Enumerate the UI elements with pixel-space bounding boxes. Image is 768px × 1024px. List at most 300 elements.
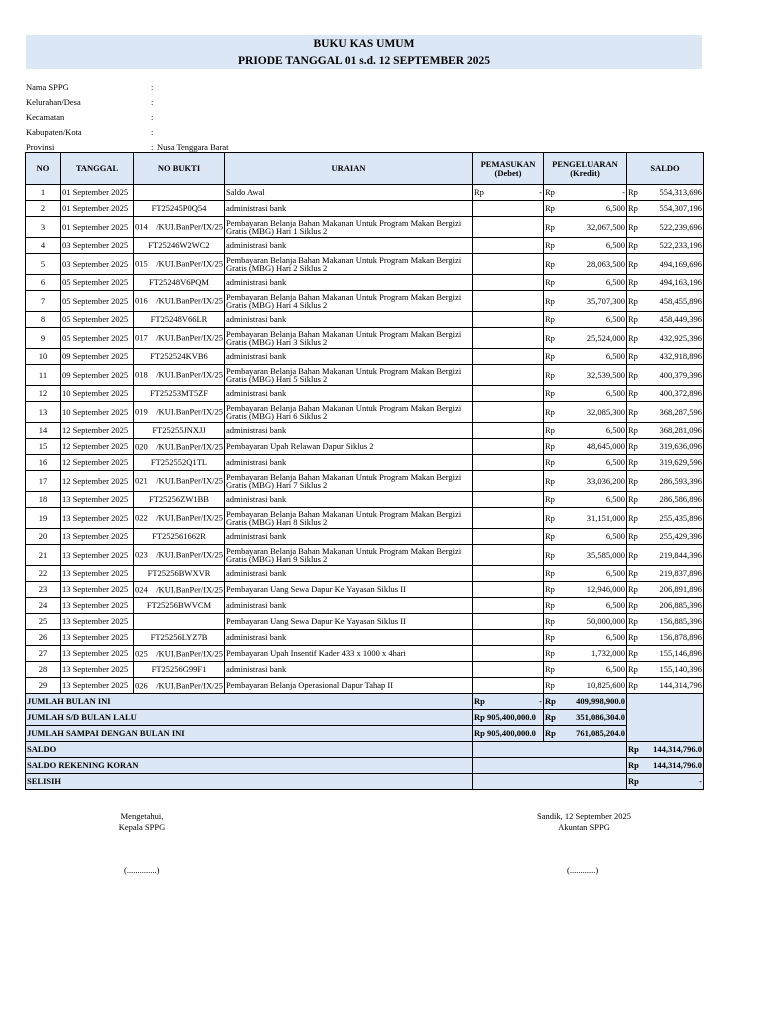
currency-label: Rp [627, 291, 641, 312]
cell-uraian: administrasi bank [225, 201, 473, 217]
currency-label: Rp [544, 566, 561, 582]
cell-saldo: 219,837,896 [641, 566, 704, 582]
bukti-number: 022 [135, 512, 148, 523]
ledger-body [26, 185, 704, 694]
currency-label: Rp [627, 678, 641, 694]
cell-no-bukti [134, 646, 225, 662]
cell-no: 17 [26, 471, 61, 492]
cell-no-bukti [134, 185, 225, 201]
cell-no-bukti: FT252561662R [134, 529, 225, 545]
info-row [26, 80, 326, 95]
header-pengeluaran-sub: (Kredit) [570, 167, 600, 178]
cell-no: 2 [26, 201, 61, 217]
info-colon: : [151, 82, 154, 92]
header-pengeluaran-label: PENGELUARAN [552, 158, 618, 169]
cell-kredit: 6,500 [561, 455, 627, 471]
bukti-code: /KUI.BanPer/IX/25 [156, 258, 223, 269]
currency-label: Rp [544, 646, 561, 662]
currency-label: Rp [544, 423, 561, 439]
cell-tanggal: 13 September 2025 [61, 508, 134, 529]
currency-label: Rp [544, 365, 561, 386]
cell-no-bukti [134, 254, 225, 275]
cell-saldo: 522,239,696 [641, 217, 704, 238]
cell-saldo: 554,313,696 [641, 185, 704, 201]
table-row [26, 678, 704, 694]
summary-saldo-rekening-value: 144,314,796.0 [641, 758, 704, 774]
table-row [26, 328, 704, 349]
header-pemasukan-label: PEMASUKAN [480, 158, 536, 169]
table-row [26, 402, 704, 423]
cell-debet [487, 662, 544, 678]
currency-label: Rp [544, 710, 561, 726]
cell-debet [487, 328, 544, 349]
cell-no-bukti: FT25253MT5ZF [134, 386, 225, 402]
cell-no: 13 [26, 402, 61, 423]
cell-uraian: administrasi bank [225, 566, 473, 582]
info-label: Kecamatan [26, 112, 65, 122]
summary-label: SALDO [26, 742, 473, 758]
cell-debet [487, 582, 544, 598]
title-band [26, 35, 702, 69]
cell-kredit: 35,707,300 [561, 291, 627, 312]
summary-kredit: 761,085,204.0 [561, 726, 627, 742]
table-row [26, 386, 704, 402]
cell-debet [487, 238, 544, 254]
cell-uraian: administrasi bank [225, 529, 473, 545]
cell-debet [487, 646, 544, 662]
currency-label [473, 678, 487, 694]
cell-saldo: 206,885,396 [641, 598, 704, 614]
currency-label: Rp [627, 402, 641, 423]
header-saldo: SALDO [627, 153, 704, 185]
info-row [26, 95, 326, 110]
cell-uraian: administrasi bank [225, 662, 473, 678]
currency-label [473, 614, 487, 630]
cell-kredit: 6,500 [561, 238, 627, 254]
table-row [26, 238, 704, 254]
currency-label [473, 545, 487, 566]
cell-saldo: 400,372,896 [641, 386, 704, 402]
cell-saldo: 206,891,896 [641, 582, 704, 598]
cell-no: 15 [26, 439, 61, 455]
cell-kredit: 6,500 [561, 312, 627, 328]
currency-label: Rp [627, 328, 641, 349]
header-tanggal: TANGGAL [61, 153, 134, 185]
cell-debet [487, 455, 544, 471]
cell-saldo: 494,169,696 [641, 254, 704, 275]
currency-label: Rp [627, 423, 641, 439]
summary-saldo-rekening [26, 758, 704, 774]
currency-label: Rp [627, 238, 641, 254]
cell-no: 20 [26, 529, 61, 545]
cell-no-bukti: FT252524KVB6 [134, 349, 225, 365]
table-row [26, 545, 704, 566]
table-row [26, 508, 704, 529]
cell-tanggal: 12 September 2025 [61, 423, 134, 439]
summary-label: JUMLAH SAMPAI DENGAN BULAN INI [26, 726, 473, 742]
cell-no: 27 [26, 646, 61, 662]
table-row [26, 217, 704, 238]
currency-label: Rp [627, 566, 641, 582]
currency-label: Rp [627, 254, 641, 275]
cell-tanggal: 13 September 2025 [61, 630, 134, 646]
table-row [26, 582, 704, 598]
currency-label [473, 582, 487, 598]
currency-label: Rp [544, 328, 561, 349]
cell-no: 21 [26, 545, 61, 566]
cell-debet [487, 630, 544, 646]
cell-kredit: 6,500 [561, 630, 627, 646]
cell-uraian: administrasi bank [225, 455, 473, 471]
currency-label: Rp [627, 545, 641, 566]
cell-tanggal: 12 September 2025 [61, 471, 134, 492]
cell-no-bukti: FT25255JNXJJ [134, 423, 225, 439]
currency-label: Rp [544, 254, 561, 275]
signature-right-line2: Akuntan SPPG [558, 822, 610, 832]
bukti-code: /KUI.BanPer/IX/25 [156, 680, 223, 690]
currency-label: Rp [627, 312, 641, 328]
cell-uraian: Pembayaran Upah Insentif Kader 433 x 1000 x 4hari [225, 646, 473, 662]
cell-uraian: Pembayaran Belanja Bahan Makanan Untuk Program Makan Bergizi Gratis (MBG) Hari 7 Siklus 2 [225, 471, 473, 492]
cell-no-bukti: FT25256G99F1 [134, 662, 225, 678]
cell-saldo: 400,379,396 [641, 365, 704, 386]
cell-saldo: 144,314,796 [641, 678, 704, 694]
currency-label: Rp [544, 662, 561, 678]
summary-kredit: 351,086,304.0 [561, 710, 627, 726]
cell-no-bukti: FT25256BWXVR [134, 566, 225, 582]
cell-debet [487, 312, 544, 328]
bukti-code: /KUI.BanPer/IX/25 [156, 549, 223, 560]
cell-uraian: Pembayaran Belanja Bahan Makanan Untuk Program Makan Bergizi Gratis (MBG) Hari 9 Siklus 2 [225, 545, 473, 566]
table-header-row [26, 153, 704, 185]
cell-saldo: 368,281,096 [641, 423, 704, 439]
header-uraian: URAIAN [225, 153, 473, 185]
cell-kredit: 31,151,000 [561, 508, 627, 529]
info-block [26, 80, 326, 155]
cell-debet [487, 492, 544, 508]
currency-label: Rp [627, 630, 641, 646]
info-colon: : [151, 112, 154, 122]
table-row [26, 185, 704, 201]
currency-label: Rp [544, 545, 561, 566]
cell-uraian: administrasi bank [225, 598, 473, 614]
currency-label: Rp [544, 238, 561, 254]
cell-no: 29 [26, 678, 61, 694]
document-period: PRIODE TANGGAL 01 s.d. 12 SEPTEMBER 2025 [238, 55, 490, 67]
summary-bulan-ini [26, 694, 704, 710]
table-row [26, 614, 704, 630]
cell-no: 24 [26, 598, 61, 614]
cell-debet [487, 508, 544, 529]
table-row [26, 254, 704, 275]
info-colon: : [151, 142, 154, 152]
bukti-code: /KUI.BanPer/IX/25 [156, 406, 223, 417]
currency-label [473, 529, 487, 545]
currency-label [473, 275, 487, 291]
cell-uraian: Pembayaran Belanja Bahan Makanan Untuk Program Makan Bergizi Gratis (MBG) Hari 6 Siklus 2 [225, 402, 473, 423]
cell-saldo: 432,918,896 [641, 349, 704, 365]
cell-uraian: Pembayaran Uang Sewa Dapur Ke Yayasan Siklus II [225, 582, 473, 598]
cell-no-bukti [134, 678, 225, 694]
currency-label: Rp [544, 529, 561, 545]
cell-saldo: 156,885,396 [641, 614, 704, 630]
currency-label: Rp [544, 726, 561, 742]
currency-label [473, 455, 487, 471]
cell-no: 7 [26, 291, 61, 312]
table-row [26, 349, 704, 365]
table-row [26, 439, 704, 455]
cell-tanggal: 03 September 2025 [61, 238, 134, 254]
document-title: BUKU KAS UMUM [313, 38, 415, 50]
cell-saldo: 219,844,396 [641, 545, 704, 566]
bukti-number: 014 [135, 221, 148, 232]
currency-label: Rp [627, 529, 641, 545]
currency-label: Rp [627, 614, 641, 630]
cell-no: 22 [26, 566, 61, 582]
cell-no-bukti [134, 582, 225, 598]
currency-label: Rp [627, 598, 641, 614]
cell-debet [487, 254, 544, 275]
cell-saldo: 458,449,396 [641, 312, 704, 328]
currency-label: Rp [544, 678, 561, 694]
currency-label [473, 312, 487, 328]
header-no: NO [26, 153, 61, 185]
cell-saldo: 156,878,896 [641, 630, 704, 646]
summary-label: SALDO REKENING KORAN [26, 758, 473, 774]
cell-kredit: 6,500 [561, 349, 627, 365]
cell-uraian: Saldo Awal [225, 185, 473, 201]
cell-tanggal: 05 September 2025 [61, 291, 134, 312]
info-label: Nama SPPG [26, 82, 69, 92]
currency-label: Rp [627, 439, 641, 455]
cell-no-bukti: FT25248V6PQM [134, 275, 225, 291]
currency-label: Rp [544, 275, 561, 291]
cell-no: 23 [26, 582, 61, 598]
cell-kredit: 6,500 [561, 566, 627, 582]
currency-label [473, 402, 487, 423]
cell-tanggal: 01 September 2025 [61, 201, 134, 217]
cell-uraian: Pembayaran Upah Relawan Dapur Siklus 2 [225, 439, 473, 455]
cell-no: 28 [26, 662, 61, 678]
cell-saldo: 458,455,896 [641, 291, 704, 312]
cell-debet [487, 678, 544, 694]
cell-uraian: Pembayaran Belanja Bahan Makanan Untuk Program Makan Bergizi Gratis (MBG) Hari 4 Siklus 2 [225, 291, 473, 312]
cell-tanggal: 13 September 2025 [61, 614, 134, 630]
cell-no-bukti [134, 291, 225, 312]
cell-debet [487, 349, 544, 365]
bukti-code: /KUI.BanPer/IX/25 [156, 332, 223, 343]
cell-saldo: 319,629,596 [641, 455, 704, 471]
currency-label: Rp [627, 758, 641, 774]
summary-body [26, 694, 704, 790]
table-row [26, 662, 704, 678]
currency-label: Rp [544, 694, 561, 710]
currency-label: Rp [544, 402, 561, 423]
currency-label: Rp [627, 386, 641, 402]
summary-label: JUMLAH BULAN INI [26, 694, 473, 710]
cell-no: 25 [26, 614, 61, 630]
currency-label [473, 471, 487, 492]
cell-tanggal: 10 September 2025 [61, 402, 134, 423]
cell-kredit: - [561, 185, 627, 201]
currency-label: Rp [544, 492, 561, 508]
cell-debet: - [487, 185, 544, 201]
bukti-number: 020 [135, 441, 148, 451]
cell-uraian: Pembayaran Belanja Bahan Makanan Untuk Program Makan Bergizi Gratis (MBG) Hari 5 Siklus 2 [225, 365, 473, 386]
summary-debet: - [487, 694, 544, 710]
cell-debet [487, 471, 544, 492]
cell-no-bukti: FT25245P0Q54 [134, 201, 225, 217]
cell-tanggal: 13 September 2025 [61, 582, 134, 598]
cell-tanggal: 09 September 2025 [61, 365, 134, 386]
summary-debet: Rp 905,400,000.0 [473, 710, 544, 726]
summary-sampai-bulan-ini [26, 726, 704, 742]
bukti-code: /KUI.BanPer/IX/25 [156, 648, 223, 658]
cell-saldo: 494,163,196 [641, 275, 704, 291]
cell-no: 16 [26, 455, 61, 471]
currency-label [473, 238, 487, 254]
cell-tanggal: 13 September 2025 [61, 598, 134, 614]
cell-debet [487, 598, 544, 614]
summary-blank [473, 758, 627, 774]
currency-label [473, 349, 487, 365]
bukti-code: /KUI.BanPer/IX/25 [156, 369, 223, 380]
table-row [26, 630, 704, 646]
cell-kredit: 28,063,500 [561, 254, 627, 275]
summary-label: JUMLAH S/D BULAN LALU [26, 710, 473, 726]
currency-label: Rp [627, 662, 641, 678]
bukti-code: /KUI.BanPer/IX/25 [156, 221, 223, 232]
currency-label [473, 492, 487, 508]
currency-label: Rp [544, 471, 561, 492]
summary-saldo-blank [627, 694, 704, 742]
cell-tanggal: 01 September 2025 [61, 185, 134, 201]
currency-label: Rp [627, 646, 641, 662]
currency-label: Rp [627, 742, 641, 758]
signature-right-line1: Sandik, 12 September 2025 [537, 811, 631, 821]
currency-label [473, 201, 487, 217]
cell-no-bukti [134, 545, 225, 566]
currency-label: Rp [544, 582, 561, 598]
signature-left-line2: Kepala SPPG [118, 822, 166, 832]
cell-kredit: 50,000,000 [561, 614, 627, 630]
cell-uraian: administrasi bank [225, 492, 473, 508]
currency-label [473, 365, 487, 386]
bukti-number: 019 [135, 406, 148, 417]
bukti-number: 016 [135, 295, 148, 306]
summary-saldo-value: 144,314,796.0 [641, 742, 704, 758]
cell-kredit: 6,500 [561, 529, 627, 545]
table-row [26, 492, 704, 508]
cell-kredit: 6,500 [561, 598, 627, 614]
currency-label: Rp [627, 275, 641, 291]
cell-kredit: 25,524,000 [561, 328, 627, 349]
summary-selisih [26, 774, 704, 790]
currency-label: Rp [544, 185, 561, 201]
cell-no: 19 [26, 508, 61, 529]
table-row [26, 201, 704, 217]
cell-saldo: 155,146,896 [641, 646, 704, 662]
cell-tanggal: 12 September 2025 [61, 439, 134, 455]
currency-label: Rp [544, 217, 561, 238]
cell-debet [487, 275, 544, 291]
cell-no: 3 [26, 217, 61, 238]
summary-blank [473, 742, 627, 758]
cell-debet [487, 365, 544, 386]
cell-no-bukti: FT25256ZW1BB [134, 492, 225, 508]
cell-no: 12 [26, 386, 61, 402]
cell-no: 4 [26, 238, 61, 254]
cell-uraian: administrasi bank [225, 238, 473, 254]
currency-label [473, 423, 487, 439]
cell-uraian: Pembayaran Uang Sewa Dapur Ke Yayasan Siklus II [225, 614, 473, 630]
cell-tanggal: 05 September 2025 [61, 312, 134, 328]
table-row [26, 598, 704, 614]
cell-debet [487, 201, 544, 217]
cell-debet [487, 386, 544, 402]
cell-saldo: 155,140,396 [641, 662, 704, 678]
cell-tanggal: 13 September 2025 [61, 662, 134, 678]
currency-label: Rp [544, 386, 561, 402]
cell-tanggal: 05 September 2025 [61, 275, 134, 291]
cell-no: 8 [26, 312, 61, 328]
currency-label: Rp [627, 508, 641, 529]
currency-label: Rp [544, 455, 561, 471]
summary-kredit: 409,998,900.0 [561, 694, 627, 710]
info-colon: : [151, 127, 154, 137]
currency-label: Rp [544, 614, 561, 630]
header-no-bukti: NO BUKTI [134, 153, 225, 185]
summary-selisih-value: - [641, 774, 704, 790]
cell-saldo: 554,307,196 [641, 201, 704, 217]
cell-kredit: 6,500 [561, 386, 627, 402]
signature-left [92, 811, 192, 833]
cell-kredit: 6,500 [561, 201, 627, 217]
cell-debet [487, 402, 544, 423]
cell-tanggal: 13 September 2025 [61, 545, 134, 566]
currency-label [473, 254, 487, 275]
currency-label: Rp [544, 439, 561, 455]
cell-no-bukti: FT25248V66LR [134, 312, 225, 328]
ledger-table [25, 152, 704, 790]
signature-right-placeholder: (............) [567, 865, 599, 875]
cell-kredit: 6,500 [561, 275, 627, 291]
cell-saldo: 255,435,896 [641, 508, 704, 529]
cell-tanggal: 12 September 2025 [61, 455, 134, 471]
cell-tanggal: 13 September 2025 [61, 529, 134, 545]
table-row [26, 291, 704, 312]
bukti-number: 024 [135, 584, 148, 594]
currency-label [473, 328, 487, 349]
cell-no: 18 [26, 492, 61, 508]
cell-saldo: 368,287,596 [641, 402, 704, 423]
cell-kredit: 32,067,500 [561, 217, 627, 238]
cell-debet [487, 566, 544, 582]
currency-label: Rp [627, 582, 641, 598]
summary-debet: Rp 905,400,000.0 [473, 726, 544, 742]
currency-label: Rp [544, 291, 561, 312]
info-value: Nusa Tenggara Barat [157, 142, 229, 152]
cell-saldo: 286,586,896 [641, 492, 704, 508]
currency-label [473, 598, 487, 614]
cell-kredit: 33,036,200 [561, 471, 627, 492]
cell-no: 1 [26, 185, 61, 201]
cell-no: 14 [26, 423, 61, 439]
info-label: Kelurahan/Desa [26, 97, 81, 107]
cell-tanggal: 01 September 2025 [61, 217, 134, 238]
info-label: Provinsi [26, 142, 55, 152]
cell-no-bukti [134, 402, 225, 423]
